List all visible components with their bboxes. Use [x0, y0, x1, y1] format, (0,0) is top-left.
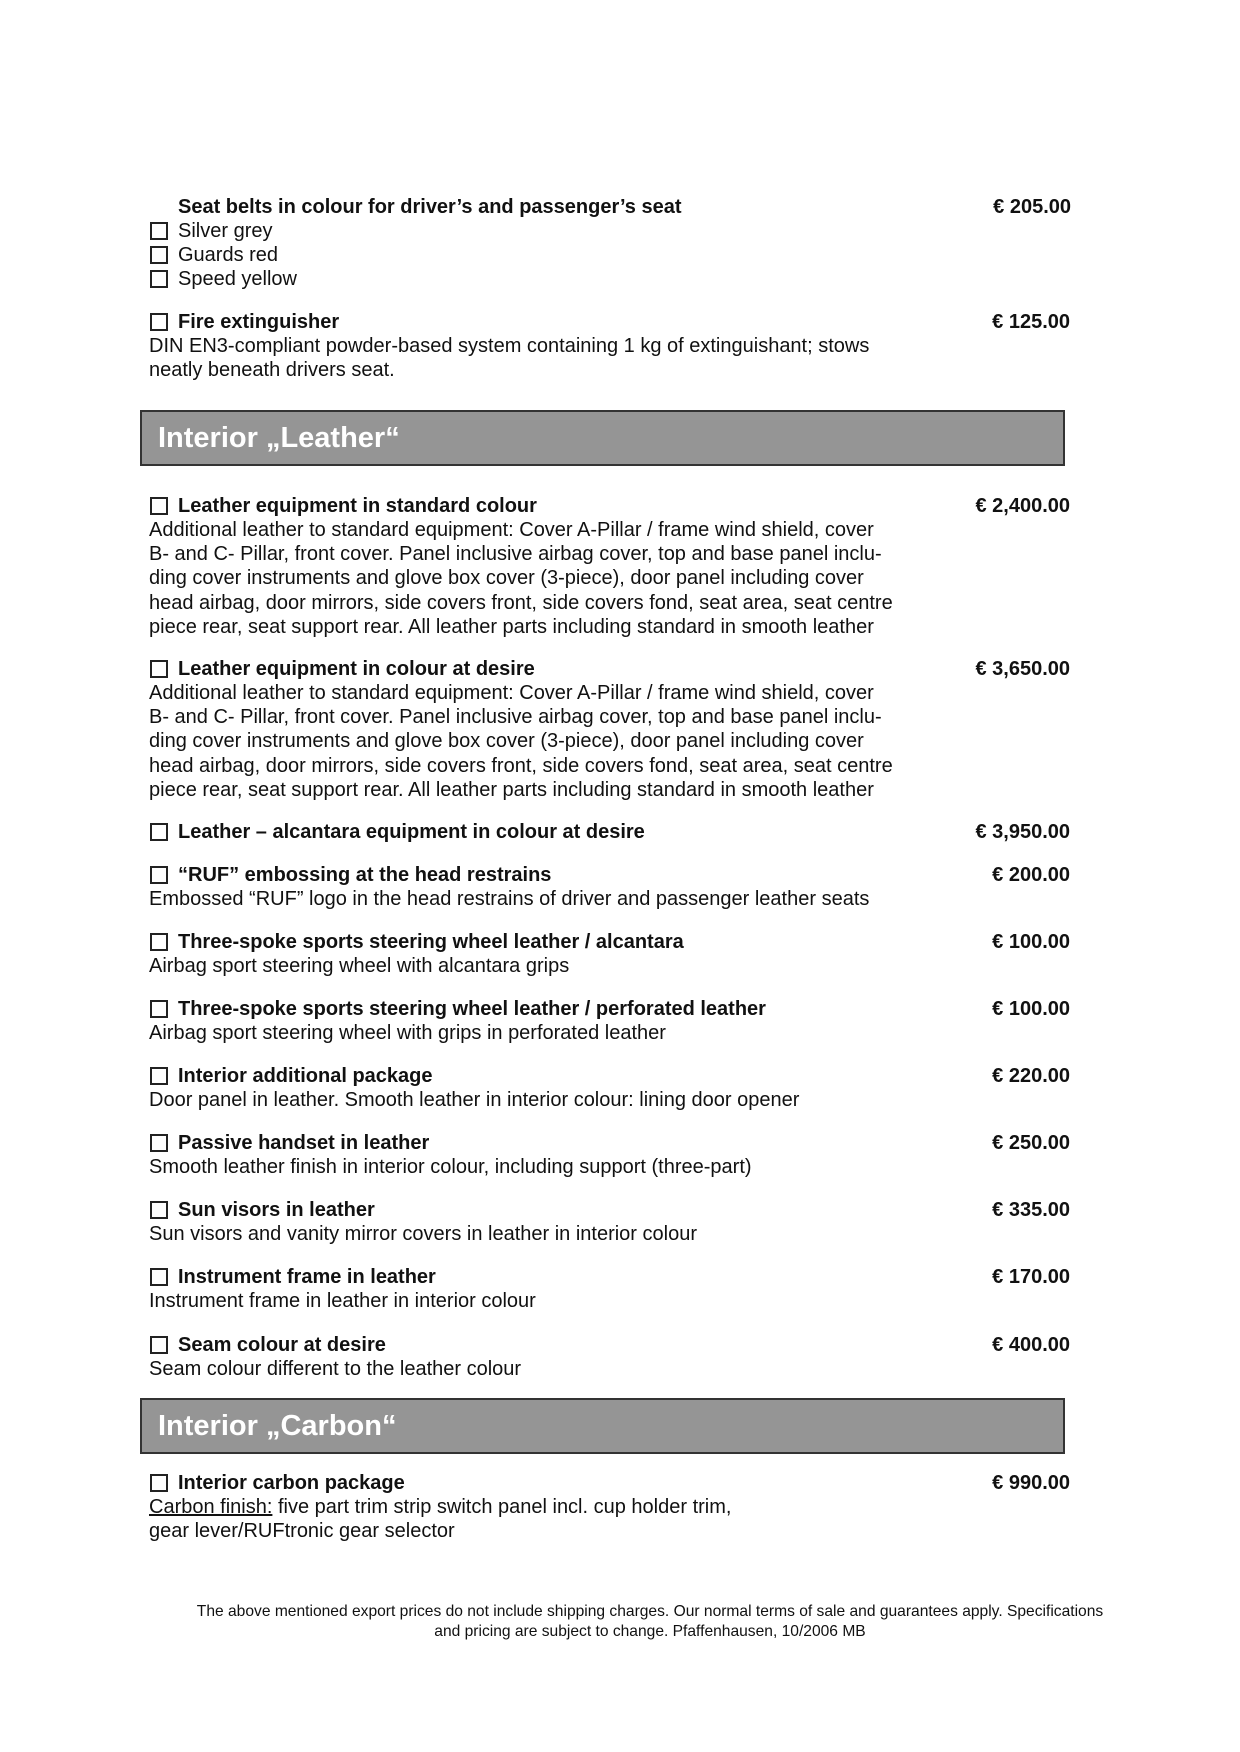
carbon-finish-label: Carbon finish: — [149, 1496, 273, 1518]
item-title: Three-spoke sports steering wheel leather / alcantara — [178, 931, 684, 953]
description-line: piece rear, seat support rear. All leather parts including standard in smooth leather — [149, 778, 874, 801]
fire-extinguisher-description — [149, 334, 939, 382]
item-price: € 250.00 — [992, 1132, 1070, 1154]
seat-belts-price: € 205.00 — [993, 196, 1071, 218]
item-description — [149, 1357, 939, 1381]
description-line: head airbag, door mirrors, side covers front, side covers fond, seat area, seat centre — [149, 754, 893, 777]
fire-extinguisher-title: Fire extinguisher — [178, 311, 340, 333]
checkbox-sun-visors[interactable] — [150, 1201, 168, 1219]
item-title: Interior additional package — [178, 1065, 433, 1087]
item-title: Interior carbon package — [178, 1472, 405, 1494]
section-header-leather — [140, 410, 1065, 466]
carbon-finish-text: five part trim strip switch panel incl. cup holder trim, — [272, 1496, 732, 1518]
checkbox-silver-grey[interactable] — [150, 222, 168, 240]
description-line: head airbag, door mirrors, side covers front, side covers fond, seat area, seat centre — [149, 591, 893, 614]
section-title: Interior „Carbon“ — [158, 1410, 397, 1442]
section-header-carbon — [140, 1398, 1065, 1454]
description-line: B- and C- Pillar, front cover. Panel inclusive airbag cover, top and base panel inclu- — [149, 706, 882, 729]
item-description — [149, 1222, 939, 1246]
item-description — [149, 954, 939, 978]
checkbox-steering-perforated[interactable] — [150, 1000, 168, 1018]
description-line: Sun visors and vanity mirror covers in leather in interior colour — [149, 1223, 697, 1245]
checkbox-passive-handset[interactable] — [150, 1134, 168, 1152]
description-line: Airbag sport steering wheel with grips in perforated leather — [149, 1022, 666, 1044]
fire-extinguisher-price: € 125.00 — [992, 311, 1070, 333]
item-description — [149, 1495, 939, 1543]
footer-note — [140, 1602, 1160, 1642]
section-title: Interior „Leather“ — [158, 422, 400, 454]
checkbox-leather-standard[interactable] — [150, 497, 168, 515]
description-line: DIN EN3-compliant powder-based system containing 1 kg of extinguishant; stows — [149, 335, 870, 357]
description-line: Instrument frame in leather in interior colour — [149, 1290, 536, 1312]
checkbox-guards-red[interactable] — [150, 246, 168, 264]
description-line — [149, 1495, 939, 1519]
footer-line: The above mentioned export prices do not include shipping charges. Our normal terms of sale and guarantees apply. Specifications — [196, 1603, 1104, 1620]
description-line: Additional leather to standard equipment: Cover A-Pillar / frame wind shield, cover — [149, 519, 874, 541]
description-line: Additional leather to standard equipment: Cover A-Pillar / frame wind shield, cover — [149, 682, 874, 704]
description-line: B- and C- Pillar, front cover. Panel inclusive airbag cover, top and base panel inclu- — [149, 543, 882, 566]
item-description — [149, 681, 939, 802]
item-description — [149, 1021, 939, 1045]
item-price: € 200.00 — [992, 864, 1070, 886]
item-title: Sun visors in leather — [178, 1199, 375, 1221]
item-description — [149, 1088, 939, 1112]
checkbox-seam-colour[interactable] — [150, 1336, 168, 1354]
checkbox-interior-additional[interactable] — [150, 1067, 168, 1085]
seat-belts-title: Seat belts in colour for driver’s and passenger’s seat — [178, 196, 682, 218]
checkbox-interior-carbon[interactable] — [150, 1474, 168, 1492]
description-line: ding cover instruments and glove box cover (3-piece), door panel including cover — [149, 567, 864, 590]
item-title: Three-spoke sports steering wheel leather / perforated leather — [178, 998, 766, 1020]
item-title: Seam colour at desire — [178, 1334, 386, 1356]
item-description — [149, 1155, 939, 1179]
item-description — [149, 887, 939, 911]
item-title: Leather equipment in standard colour — [178, 495, 537, 517]
description-line: piece rear, seat support rear. All leather parts including standard in smooth leather — [149, 615, 874, 638]
checkbox-steering-alcantara[interactable] — [150, 933, 168, 951]
description-line: Seam colour different to the leather colour — [149, 1358, 522, 1380]
checkbox-fire-extinguisher[interactable] — [150, 313, 168, 331]
option-guards-red: Guards red — [178, 244, 279, 266]
description-line: Airbag sport steering wheel with alcantara grips — [149, 955, 570, 977]
item-title: Leather – alcantara equipment in colour at desire — [178, 821, 645, 843]
description-line: Smooth leather finish in interior colour, including support (three-part) — [149, 1156, 752, 1178]
checkbox-leather-alcantara[interactable] — [150, 823, 168, 841]
item-title: “RUF” embossing at the head restrains — [178, 864, 552, 886]
checkbox-instrument-frame[interactable] — [150, 1268, 168, 1286]
item-description — [149, 1289, 939, 1313]
item-title: Passive handset in leather — [178, 1132, 430, 1154]
option-speed-yellow: Speed yellow — [178, 268, 297, 290]
checkbox-ruf-embossing[interactable] — [150, 866, 168, 884]
item-price: € 100.00 — [992, 998, 1070, 1020]
option-silver-grey: Silver grey — [178, 220, 273, 242]
item-price: € 100.00 — [992, 931, 1070, 953]
checkbox-speed-yellow[interactable] — [150, 270, 168, 288]
description-line: gear lever/RUFtronic gear selector — [149, 1520, 455, 1543]
item-price: € 335.00 — [992, 1199, 1070, 1221]
description-line: neatly beneath drivers seat. — [149, 359, 395, 382]
item-title: Leather equipment in colour at desire — [178, 658, 535, 680]
description-line: ding cover instruments and glove box cover (3-piece), door panel including cover — [149, 730, 864, 753]
footer-line: and pricing are subject to change. Pfaffenhausen, 10/2006 MB — [434, 1623, 866, 1640]
description-line: Door panel in leather. Smooth leather in interior colour: lining door opener — [149, 1089, 800, 1111]
item-price: € 3,950.00 — [975, 821, 1070, 843]
description-line: Embossed “RUF” logo in the head restrains of driver and passenger leather seats — [149, 888, 870, 910]
item-price: € 990.00 — [992, 1472, 1070, 1494]
item-description — [149, 518, 939, 639]
item-price: € 400.00 — [992, 1334, 1070, 1356]
item-price: € 3,650.00 — [975, 658, 1070, 680]
item-price: € 2,400.00 — [975, 495, 1070, 517]
item-title: Instrument frame in leather — [178, 1266, 436, 1288]
checkbox-leather-colour-desire[interactable] — [150, 660, 168, 678]
item-price: € 220.00 — [992, 1065, 1070, 1087]
item-price: € 170.00 — [992, 1266, 1070, 1288]
